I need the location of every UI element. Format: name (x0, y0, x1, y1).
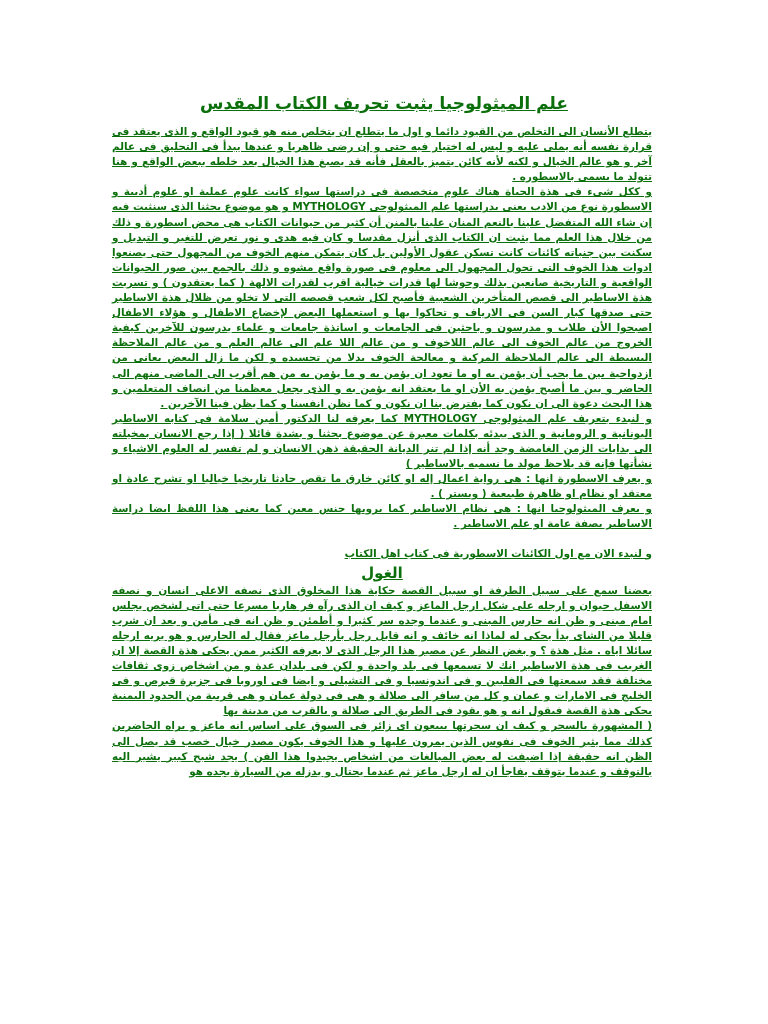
spacer (112, 533, 652, 547)
paragraph: ( المشهورة بالسحر و كيف ان سحرتها يبيعون اى زائر فى السوق على اساس انه ماعز و يراه الحاضرين كذلك مما يثير الخوف فى نفوس الذين يمرون عليها و هذا الخوف يكون مصدر خيال خصب قد يصل الى الظن انه حقيقة إذا اضيفت له بعض المبالغات من اشخاص يجيدوا هذا الفن ) يجد شبح كبير يشير اليه بالتوقف و عندما يتوقف يفاجأ ان له ارجل ماعز ثم عندما يحتال و يدزله من السيارة يجده هو (112, 720, 652, 778)
page-title: علم الميثولوجيا يثبت تحريف الكتاب المقدس (200, 94, 568, 114)
intro-line: و لنبدء الان مع اول الكائنات الاسطورية فى كتاب اهل الكتاب (344, 547, 652, 560)
paragraph: و لنبدء بتعريف علم الميثولوجى MYTHOLOGY كما يعرفه لنا الدكتور أمين سلامة فى كتابه الاساطير اليونانية و الرومانية و الذى يبدئه بكلمات معبرة عن موضوع بحثنا و بشدة قائلا ( إذا رجع الانسان بمخيلته الى بدايات الزمن الغامضة وجد أنه إذا لم تنر الديانة الحقيقة ذهن الانسان و لم تفسر له العلوم الاشياء و نشأتها فإنه قد يلاحظ مولد ما نسميه بالاساطير ) (112, 412, 652, 471)
paragraph: و يعرف الميثولوجيا انها : هى نظام الاساطير كما يرويها جنس معين كما يعنى هذا اللفظ ايضا دراسة الاساطير بصفة عامة او علم الاساطير . (112, 503, 652, 531)
article-body (112, 125, 652, 780)
paragraph: يتطلع الأنسان الى التخلص من القيود دائما و اول ما يتطلع ان يتخلص منه هو قيود الواقع و الذى يعتقد فى قرارة نفسه أنه يملى عليه و ليس له اختيار فيه حتى و إن رضى ظاهريا و عندها يبدأ فى التحليق فى عالم آخر و هو عالم الخيال و لكنه لأنه كائن يتميز بالعقل فأنه قد يصبغ هذا الخيال بعد خلطه ببعض الواقع و هنا تتولد ما يسمى بالاسطوره . (112, 126, 652, 184)
paragraph: بعضنا سمع على سبيل الطرفة او سبيل القصة حكاية هذا المخلوق الذى نصفه الاعلى انسان و نصفه الاسفل حيوان و ارجله على شكل ارجل الماعز و كيف ان الذى رآه فر هاربا مسرعا حتى اتى لشخص يجلس امام مبنى و ظن انه حارس المبنى و عندما وجده سر كثيرا و أطمئن و ظن انه فى مأمن و بعد ان شرب قليلا من الشاى بدأ يحكى له لماذا انه خائف و انه قابل رجل بأرجل ماعز فقال له الحارس و هو يريه ارجله سائلا اياه . مثل هذة ؟ و بغض النظر عن مصير هذا الرجل الذى لا يعرفه الكثير ممن يحكى هذة القصة إلا ان الغريب فى هذة الاساطير انك لا تسمعها فى بلد واحدة و لكن فى بلدان عدة و من اشخاص زوى ثقافات مختلفة فقد سمعتها فى الفلبين و فى اندونسيا و فى التشيلى و ايضا فى اوروبا فى جزيرة قبرص و فى الخليج فى الامارات و عمان و كل من سافر الى صلالة و هى فى دولة عمان و هى قريبة من الحدود اليمنية يحكى هذة القصة فيقول انه و هو يقود فى الطريق الى صلالة و بالقرب من مدينة بها (112, 584, 652, 718)
section-heading: الغول (361, 563, 403, 582)
paragraph: و يعرف الاسطورة انها : هى رواية اعمال إله او كائن خارق ما تقص حادثا تاريخيا خياليا او تشرح عادة او معتقد او نظام او ظاهرة طبيعية ( ويستر ) . (112, 473, 652, 501)
paragraph: و ككل شىء فى هذة الحياة هناك علوم متخصصة فى دراستها سواء كانت علوم عملية او علوم أدبية و الاسطورة نوع من الادب يعنى بدراستها علم الميثولوجى MYTHOLOGY و هو موضوع بحثنا الذى سنثبت فيه إن شاء الله المتفضل علينا بالنعم المنان علينا بالمنن أن كثير من حيوانات الكتاب هى محض اسطورة و ذلك من خلال هذا العلم مما يثبت ان الكتاب الذى أنزل مقدسا و كان فيه هدى و نور تعرض للتغير و التبديل و سكنت بين جنباته كائنات كانت تسكن عقول الأولين بل كان يتمكن منهم الخوف من المجهول حتى يصنعوا ادوات هذا الخوف التى تحول المجهول الى معلوم فى صورة واقع مشوه و ذلك بالجمع بين صور الحيوانات الواقعية و التاريخية صانعين بذلك وحوشا لها قدرات خيالية اقرب لقدرات الالهة ( كما يعتقدون ) و تسربت هذة الاساطير الى قصص المتأخرين الشعبية فأصبح لكل شعب قصصه التى لا تخلو من ظلال هذة الاساطير حتى صدقها كبار السن فى الارياف و تحاكوا بها و استعملها البعض لإخضاع الاطفال و هؤلاء الاطفال اصبحوا الأن طلاب و مدرسون و باحثين فى الجامعات و اساتذة جامعات و علماء يدرسون للآخرين كيفية الخروج من عالم الخوف الى عالم اللاخوف و من عالم اللا علم الى عالم العلم و من عالم الملاحظة البسيطة الى عالم الملاحظة المركبة و معالجة الخوف بدلا من تجسيده و لكن ما زال البعض يعانى من ازدواجية بين ما يجب أن يؤمن به او ما تعود ان يؤمن به و ما يؤمن به من هم أقرب الى الماضى منهم الى الحاضر و بين ما أصبح يؤمن به الأن او ما يعتقد انه يؤمن به و الذى يجعل معظمنا من انصاف المتعلمين و هذا البحث دعوة الى ان نكون كما يفترض بنا ان نكون و كما نظن انفسنا و كما يظن فينا الآخرين . (112, 186, 652, 410)
